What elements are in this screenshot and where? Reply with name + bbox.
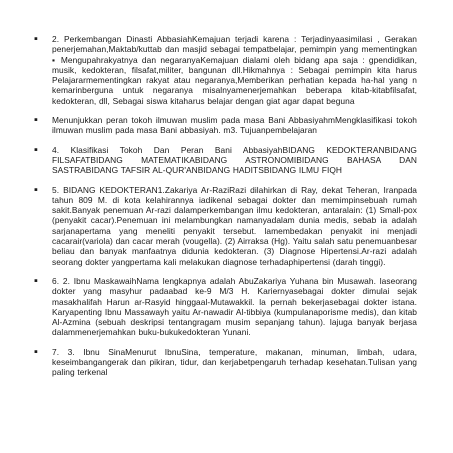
bullet-icon: ▪ bbox=[34, 274, 38, 287]
bullet-icon: ▪ bbox=[34, 114, 38, 127]
bullet-list bbox=[0, 34, 453, 387]
list-item bbox=[0, 145, 453, 176]
bullet-icon: ▪ bbox=[34, 183, 38, 196]
list-item-text: 4. Klasifikasi Tokoh Dan Peran Bani AbbasiyahBIDANG KEDOKTERANBIDANG FILSAFATBIDANG MATEMATIKABIDANG ASTRONOMIBIDANG BAHASA DAN SASTRABIDANG TAFSIR AL-QUR'ANBIDANG HADITSBIDANG ILMU FIQH bbox=[52, 144, 417, 176]
list-item bbox=[0, 115, 453, 136]
list-item bbox=[0, 347, 453, 378]
list-item-text: 2. Perkembangan Dinasti AbbasiahKemajuan terjadi karena : Terjadinyaasimilasi , Gerakan penerjemahan,Maktab/kuttab dan masjid sebagai tempatbelajar, pemimpin yang mementingkan ▪ Mengupahrakyatnya dan negaranyaKemajuan dialami oleh bidang apa saja : gpendidikan, musik, kedokteran, filsafat,militer, bangunan dll.Hikmahnya : Sebagai pemimpin kita harus Pelajararmementingkan rakyat atau negaranya,Memberikan perhatian kepada ha-hal yang n kemarinberguna untuk negaranya misalnyamenerjemahkan beberapa kitab-kitabfilsafat, kedokteran, dll, Sebagai siswa kitaharus belajar dengan giat agar dapat beguna bbox=[52, 34, 417, 106]
bullet-icon: ▪ bbox=[34, 345, 38, 358]
list-item bbox=[0, 185, 453, 267]
list-item-text: 7. 3. Ibnu SinaMenurut IbnuSina, temperature, makanan, minuman, limbah, udara, keseimbangangerak dan pikiran, tidur, dan kerjabetpengaruh terhadap kesehatan.Tulisan yang paling terkenal bbox=[52, 346, 417, 378]
list-item bbox=[0, 276, 453, 338]
list-item-text: 5. BIDANG KEDOKTERAN1.Zakariya Ar-RaziRazi dilahirkan di Ray, dekat Teheran, Iranpada tahun 809 M. di kota kelahirannya iadikenal sebagai dokter dan memimpinsebuah rumah sakit.Banyak penemuan Ar-razi dalamperkembangan ilmu kedokteran, antaralain: (1) Small-pox (penyakit cacar).Penemuan ini melambungkan namanyadalam dunia medis, sebab ia adalah sarjanapertama yang meneliti penyakit tersebut. lamembedakan penyakit ini menjadi cacarair(variola) dan cacar merah (vougella). (2) Airraksa (Hg). Yaitu salah satu penemuanbesar beliau dan banyak manfaatnya didunia kedokteran. (3) Diagnose Hipertensi.Ar-razi adalah seorang dokter yangpertama kali melakukan diagnose terhadaphipertensi (darah tinggi). bbox=[52, 184, 417, 267]
list-item bbox=[0, 34, 453, 106]
list-item-text: Menunjukkan peran tokoh ilmuwan muslim pada masa Bani AbbasiyahmMengklasifikasi tokoh ilmuwan muslim pada masa Bani abbasiyah. m3. Tujuanpembelajaran bbox=[52, 115, 417, 136]
bullet-icon: ▪ bbox=[34, 143, 38, 156]
list-item-text: 6. 2. Ibnu MaskawaihNama lengkapnya adalah AbuZakariya Yuhana bin Musawah. laseorang dokter yang masyhur padaabad ke-9 M/3 H. Kariernyasebagai dokter dimulai sejak masakhalifah Harun ar-Rasyid hinggaal-Mutawakkil. la pernah bekerjasebagai dokter istana. Karyapenting Ibnu Massawayh yaitu Ar-nawadir Al-tibbiya (kumpulanaporisme medis), dan kitab Al-Azmina (sebuah deskripsi tentangragam musim sepanjang tahun). lajuga banyak berjasa dalammenerjemahkan buku-bukukedokteran Yunani. bbox=[52, 275, 417, 338]
bullet-icon: ▪ bbox=[34, 33, 38, 45]
